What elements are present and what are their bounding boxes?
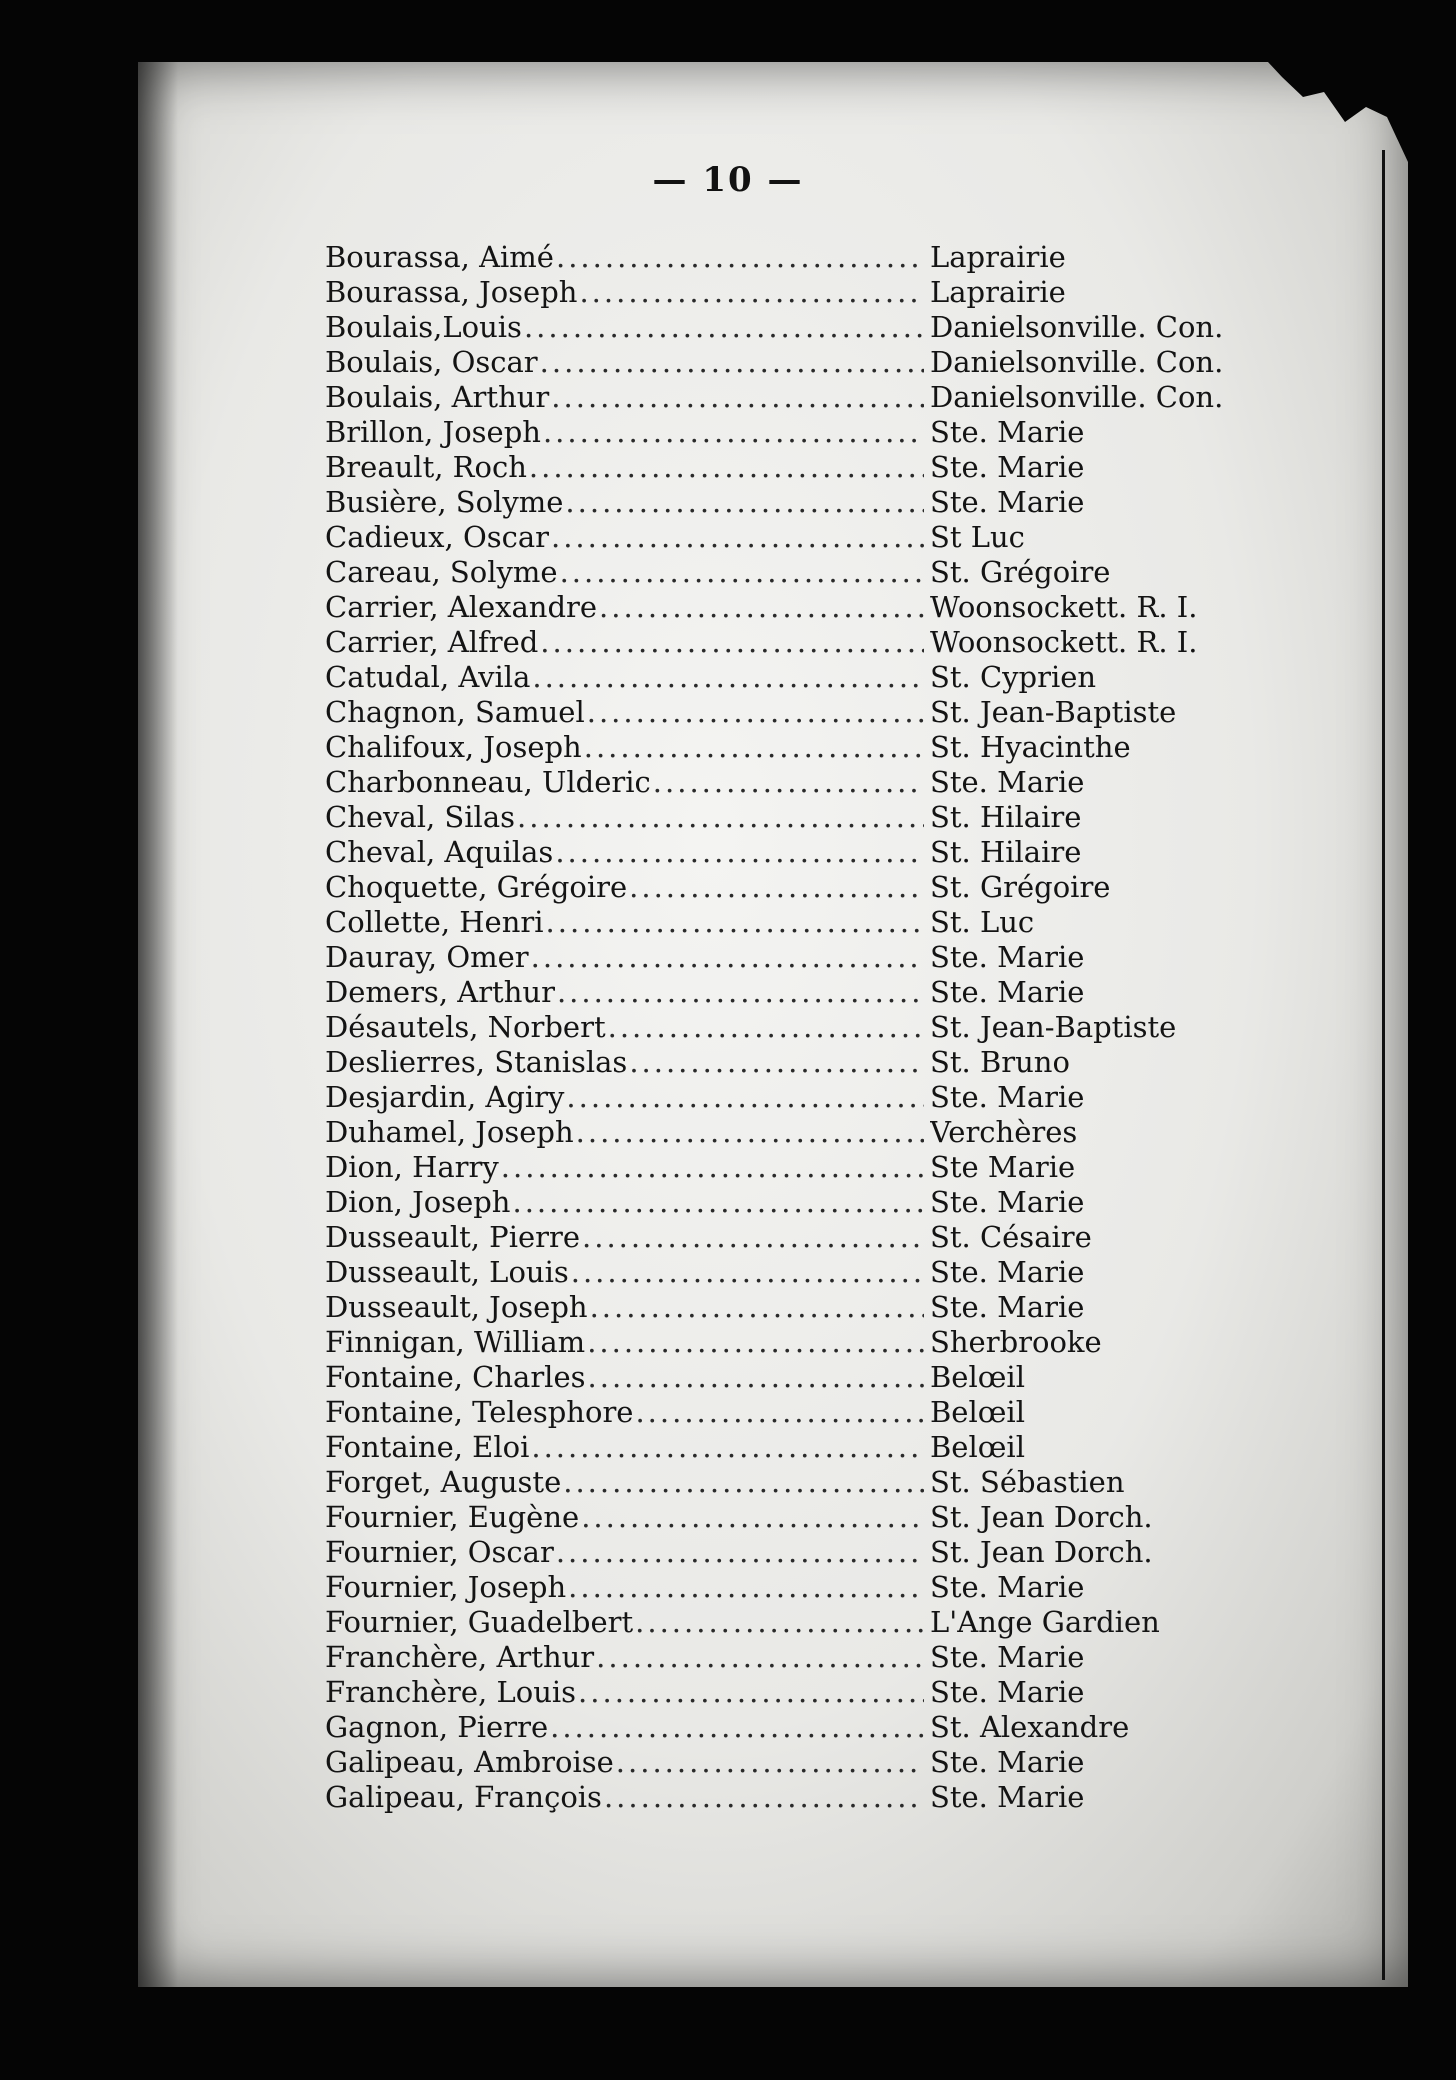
entry-name: Carrier, Alfred xyxy=(325,625,539,659)
entry-name: Dusseault, Pierre xyxy=(325,1220,581,1254)
list-item xyxy=(325,1500,1235,1535)
entry-place: L'Ange Gardien xyxy=(930,1605,1160,1639)
dot-leader xyxy=(501,1150,924,1184)
entry-place: St Luc xyxy=(930,520,1025,554)
list-item xyxy=(325,1570,1235,1605)
list-item xyxy=(325,1325,1235,1360)
entry-place: Sherbrooke xyxy=(930,1325,1102,1359)
list-item xyxy=(325,1290,1235,1325)
list-item xyxy=(325,415,1235,450)
entry-place: St. Jean-Baptiste xyxy=(930,1010,1177,1044)
list-item xyxy=(325,730,1235,765)
dot-leader xyxy=(587,695,924,729)
list-item xyxy=(325,1465,1235,1500)
entry-name: Franchère, Louis xyxy=(325,1675,577,1709)
list-item xyxy=(325,870,1235,905)
entry-name: Fournier, Guadelbert xyxy=(325,1605,634,1639)
entry-place: Ste Marie xyxy=(930,1150,1076,1184)
entry-name: Boulais, Oscar xyxy=(325,345,538,379)
list-item xyxy=(325,1605,1235,1640)
entry-place: Ste. Marie xyxy=(930,1290,1085,1324)
entry-name: Dion, Harry xyxy=(325,1150,499,1184)
dot-leader xyxy=(540,625,924,659)
list-item xyxy=(325,240,1235,275)
entry-place: St. Alexandre xyxy=(930,1710,1130,1744)
dot-leader xyxy=(540,345,924,379)
entry-place: Woonsockett. R. I. xyxy=(930,625,1198,659)
dot-leader xyxy=(568,1570,924,1604)
page-number: — 10 — xyxy=(652,160,804,200)
dot-leader xyxy=(629,870,924,904)
entry-name: Fontaine, Eloi xyxy=(325,1430,530,1464)
entry-name: Gagnon, Pierre xyxy=(325,1710,549,1744)
name-list xyxy=(325,240,1235,1815)
entry-name: Fontaine, Telesphore xyxy=(325,1395,634,1429)
dot-leader xyxy=(551,380,924,414)
entry-name: Dion, Joseph xyxy=(325,1185,511,1219)
entry-name: Breault, Roch xyxy=(325,450,527,484)
dot-leader xyxy=(616,1745,924,1779)
list-item xyxy=(325,940,1235,975)
dot-leader xyxy=(546,905,924,939)
list-item xyxy=(325,1710,1235,1745)
entry-place: Danielsonville. Con. xyxy=(930,380,1224,414)
entry-name: Chagnon, Samuel xyxy=(325,695,585,729)
entry-place: St. Luc xyxy=(930,905,1035,939)
dot-leader xyxy=(581,1500,924,1534)
entry-place: Ste. Marie xyxy=(930,1080,1085,1114)
entry-place: St. Jean Dorch. xyxy=(930,1535,1153,1569)
dot-leader xyxy=(584,730,924,764)
list-item xyxy=(325,485,1235,520)
entry-place: Verchères xyxy=(930,1115,1078,1149)
entry-place: St. Hilaire xyxy=(930,835,1082,869)
entry-name: Cheval, Aquilas xyxy=(325,835,554,869)
dot-leader xyxy=(551,520,924,554)
entry-name: Bourassa, Joseph xyxy=(325,275,578,309)
dot-leader xyxy=(635,1395,924,1429)
entry-name: Brillon, Joseph xyxy=(325,415,541,449)
entry-place: Ste. Marie xyxy=(930,415,1085,449)
list-item xyxy=(325,1220,1235,1255)
entry-place: St. Césaire xyxy=(930,1220,1092,1254)
entry-name: Busière, Solyme xyxy=(325,485,564,519)
dot-leader xyxy=(532,660,924,694)
entry-name: Dusseault, Louis xyxy=(325,1255,569,1289)
list-item xyxy=(325,660,1235,695)
list-item xyxy=(325,555,1235,590)
dot-leader xyxy=(604,1780,924,1814)
dot-leader xyxy=(590,1290,924,1324)
entry-name: Désautels, Norbert xyxy=(325,1010,606,1044)
list-item xyxy=(325,695,1235,730)
dot-leader xyxy=(556,240,924,274)
entry-place: Danielsonville. Con. xyxy=(930,345,1224,379)
list-item xyxy=(325,1255,1235,1290)
list-item xyxy=(325,310,1235,345)
list-item xyxy=(325,275,1235,310)
dot-leader xyxy=(556,1535,924,1569)
list-item xyxy=(325,1395,1235,1430)
list-item xyxy=(325,765,1235,800)
dot-leader xyxy=(524,310,924,344)
entry-place: St. Hilaire xyxy=(930,800,1082,834)
entry-place: Ste. Marie xyxy=(930,940,1085,974)
entry-name: Fournier, Eugène xyxy=(325,1500,580,1534)
entry-place: St. Cyprien xyxy=(930,660,1097,694)
entry-place: Belœil xyxy=(930,1430,1025,1464)
dot-leader xyxy=(579,275,924,309)
entry-name: Dauray, Omer xyxy=(325,940,529,974)
entry-name: Chalifoux, Joseph xyxy=(325,730,582,764)
dot-leader xyxy=(653,765,924,799)
dot-leader xyxy=(543,415,924,449)
list-item xyxy=(325,1360,1235,1395)
list-item xyxy=(325,1640,1235,1675)
list-item xyxy=(325,625,1235,660)
dot-leader xyxy=(587,1325,924,1359)
entry-name: Bourassa, Aimé xyxy=(325,240,554,274)
list-item xyxy=(325,1010,1235,1045)
entry-name: Careau, Solyme xyxy=(325,555,558,589)
entry-place: Ste. Marie xyxy=(930,1185,1085,1219)
dot-leader xyxy=(531,940,924,974)
list-item xyxy=(325,520,1235,555)
binding-edge xyxy=(1382,150,1385,1980)
dot-leader xyxy=(565,485,924,519)
page-edge-shadow xyxy=(138,62,178,1987)
entry-place: Belœil xyxy=(930,1360,1025,1394)
dot-leader xyxy=(608,1010,924,1044)
list-item xyxy=(325,1185,1235,1220)
entry-name: Collette, Henri xyxy=(325,905,544,939)
dot-leader xyxy=(596,1640,924,1674)
entry-name: Boulais, Arthur xyxy=(325,380,550,414)
dot-leader xyxy=(560,555,924,589)
list-item xyxy=(325,905,1235,940)
entry-place: Ste. Marie xyxy=(930,975,1085,1009)
entry-name: Duhamel, Joseph xyxy=(325,1115,574,1149)
entry-place: Belœil xyxy=(930,1395,1025,1429)
list-item xyxy=(325,450,1235,485)
list-item xyxy=(325,1675,1235,1710)
entry-name: Boulais,Louis xyxy=(325,310,522,344)
list-item xyxy=(325,380,1235,415)
entry-name: Desjardin, Agiry xyxy=(325,1080,565,1114)
entry-name: Finnigan, William xyxy=(325,1325,586,1359)
entry-name: Franchère, Arthur xyxy=(325,1640,595,1674)
list-item xyxy=(325,590,1235,625)
entry-place: St. Grégoire xyxy=(930,555,1111,589)
entry-place: Laprairie xyxy=(930,240,1066,274)
dot-leader xyxy=(599,590,924,624)
dot-leader xyxy=(576,1115,924,1149)
dot-leader xyxy=(578,1675,924,1709)
list-item xyxy=(325,1115,1235,1150)
dot-leader xyxy=(557,975,924,1009)
dot-leader xyxy=(512,1185,924,1219)
dot-leader xyxy=(566,1080,924,1114)
dot-leader xyxy=(571,1255,924,1289)
entry-name: Charbonneau, Ulderic xyxy=(325,765,651,799)
entry-name: Demers, Arthur xyxy=(325,975,555,1009)
dot-leader xyxy=(550,1710,924,1744)
entry-name: Choquette, Grégoire xyxy=(325,870,628,904)
entry-name: Galipeau, Ambroise xyxy=(325,1745,614,1779)
list-item xyxy=(325,1430,1235,1465)
entry-name: Dusseault, Joseph xyxy=(325,1290,588,1324)
entry-place: Ste. Marie xyxy=(930,1570,1085,1604)
list-item xyxy=(325,1535,1235,1570)
list-item xyxy=(325,1080,1235,1115)
entry-name: Galipeau, François xyxy=(325,1780,602,1814)
entry-place: Woonsockett. R. I. xyxy=(930,590,1198,624)
entry-place: Danielsonville. Con. xyxy=(930,310,1224,344)
entry-name: Fournier, Joseph xyxy=(325,1570,567,1604)
dot-leader xyxy=(588,1360,924,1394)
dot-leader xyxy=(635,1605,924,1639)
entry-place: St. Grégoire xyxy=(930,870,1111,904)
list-item xyxy=(325,1745,1235,1780)
list-item xyxy=(325,345,1235,380)
dot-leader xyxy=(582,1220,924,1254)
dot-leader xyxy=(629,1045,924,1079)
entry-place: Ste. Marie xyxy=(930,1255,1085,1289)
list-item xyxy=(325,1045,1235,1080)
entry-name: Fontaine, Charles xyxy=(325,1360,586,1394)
list-item xyxy=(325,1150,1235,1185)
dot-leader xyxy=(517,800,924,834)
entry-place: St. Hyacinthe xyxy=(930,730,1131,764)
entry-place: Ste. Marie xyxy=(930,485,1085,519)
entry-place: St. Bruno xyxy=(930,1045,1070,1079)
dot-leader xyxy=(529,450,924,484)
list-item xyxy=(325,835,1235,870)
entry-place: St. Sébastien xyxy=(930,1465,1125,1499)
entry-place: Ste. Marie xyxy=(930,450,1085,484)
entry-name: Carrier, Alexandre xyxy=(325,590,598,624)
entry-place: Ste. Marie xyxy=(930,1745,1085,1779)
dot-leader xyxy=(555,835,924,869)
entry-name: Cheval, Silas xyxy=(325,800,516,834)
entry-place: Ste. Marie xyxy=(930,1675,1085,1709)
entry-name: Fournier, Oscar xyxy=(325,1535,554,1569)
entry-place: St. Jean-Baptiste xyxy=(930,695,1177,729)
entry-place: Laprairie xyxy=(930,275,1066,309)
entry-place: St. Jean Dorch. xyxy=(930,1500,1153,1534)
dot-leader xyxy=(531,1430,924,1464)
list-item xyxy=(325,975,1235,1010)
list-item xyxy=(325,1780,1235,1815)
list-item xyxy=(325,800,1235,835)
entry-name: Deslierres, Stanislas xyxy=(325,1045,628,1079)
entry-name: Cadieux, Oscar xyxy=(325,520,549,554)
entry-place: Ste. Marie xyxy=(930,1780,1085,1814)
entry-name: Catudal, Avila xyxy=(325,660,531,694)
dot-leader xyxy=(563,1465,924,1499)
entry-place: Ste. Marie xyxy=(930,1640,1085,1674)
entry-place: Ste. Marie xyxy=(930,765,1085,799)
entry-name: Forget, Auguste xyxy=(325,1465,562,1499)
